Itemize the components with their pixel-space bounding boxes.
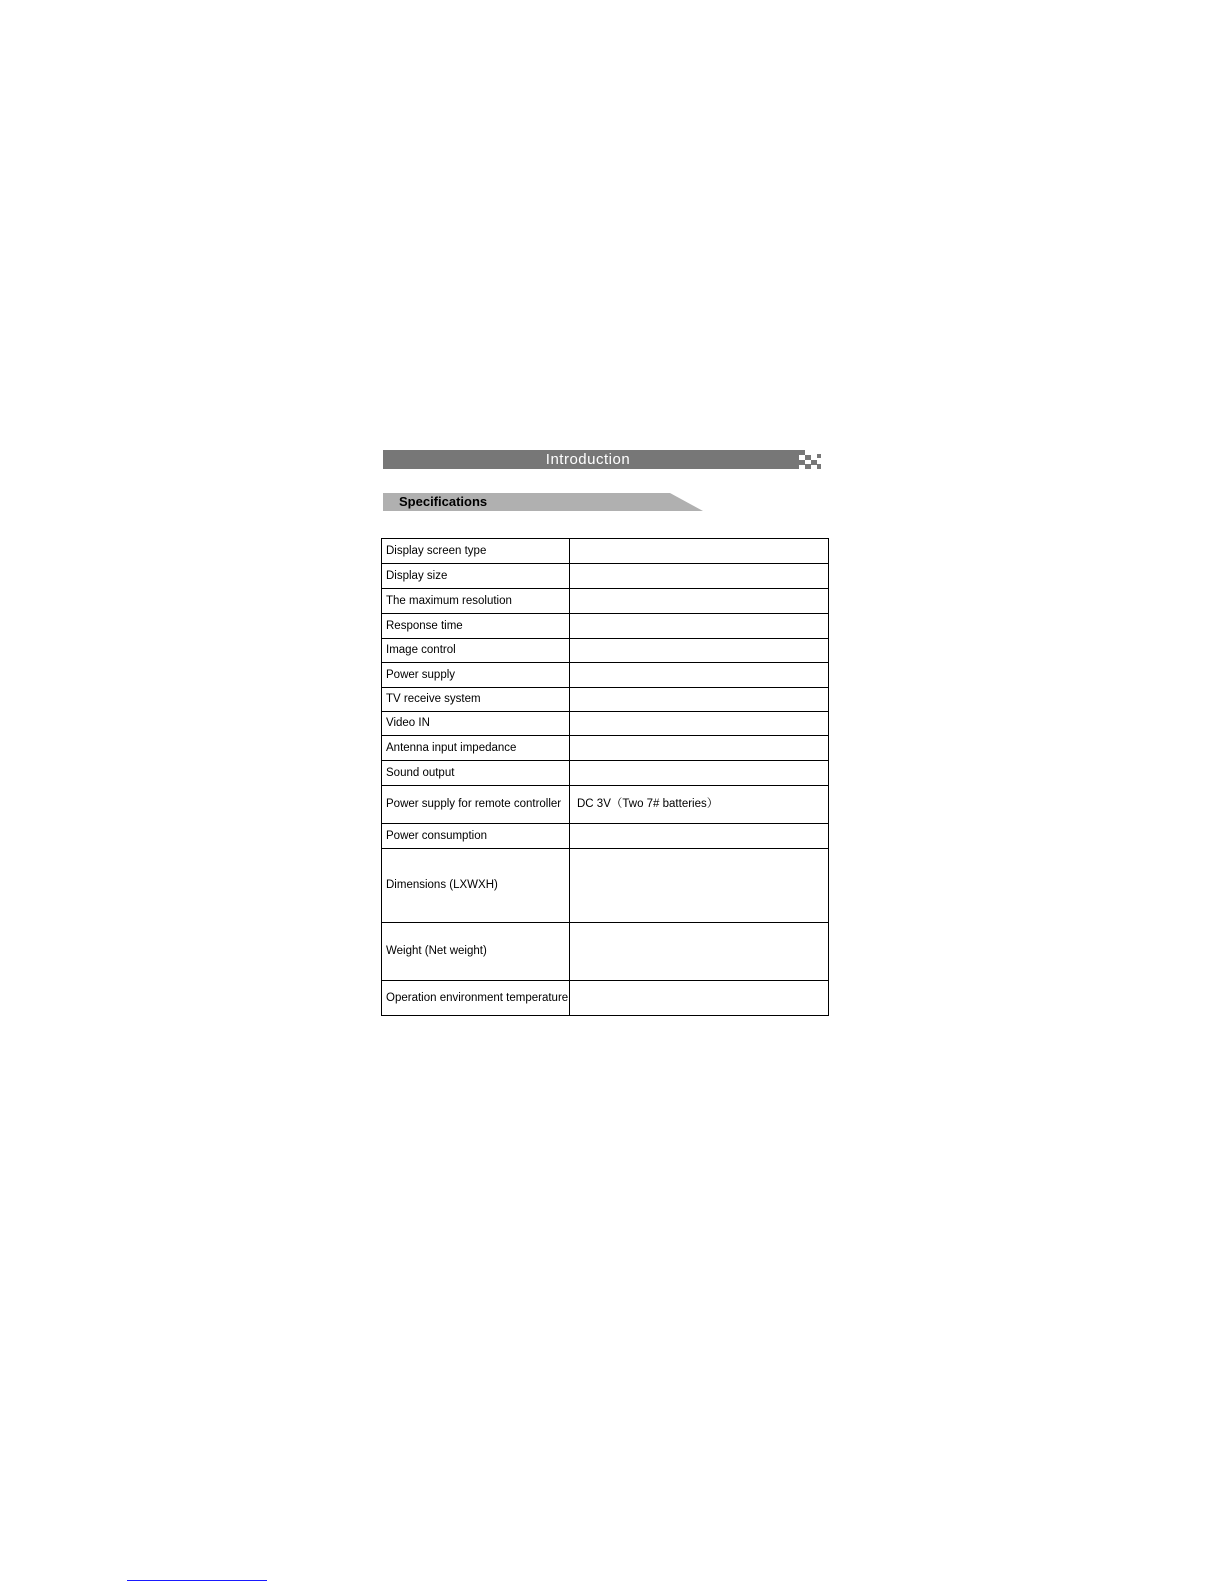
spec-row bbox=[382, 786, 829, 824]
specifications-table bbox=[381, 538, 829, 1016]
spec-row bbox=[382, 539, 829, 564]
spec-value bbox=[570, 981, 829, 1016]
spec-row bbox=[382, 589, 829, 614]
spec-label: Display screen type bbox=[382, 539, 570, 564]
spec-row bbox=[382, 849, 829, 923]
spec-label: Image control bbox=[382, 639, 570, 663]
spec-row bbox=[382, 712, 829, 736]
spec-label: The maximum resolution bbox=[382, 589, 570, 614]
spec-value bbox=[570, 688, 829, 712]
spec-label: Antenna input impedance bbox=[382, 736, 570, 761]
spec-row bbox=[382, 614, 829, 639]
spec-row bbox=[382, 824, 829, 849]
introduction-header-bar bbox=[383, 450, 793, 469]
spec-value bbox=[570, 849, 829, 923]
spec-label: TV receive system bbox=[382, 688, 570, 712]
spec-value bbox=[570, 589, 829, 614]
spec-row bbox=[382, 923, 829, 981]
footnote-rule bbox=[127, 1580, 267, 1581]
spec-label: Weight (Net weight) bbox=[382, 923, 570, 981]
spec-label: Power supply for remote controller bbox=[382, 786, 570, 824]
spec-value bbox=[570, 712, 829, 736]
introduction-title: Introduction bbox=[545, 451, 631, 468]
spec-value bbox=[570, 614, 829, 639]
spec-label: Power supply bbox=[382, 663, 570, 688]
spec-row bbox=[382, 639, 829, 663]
spec-row bbox=[382, 761, 829, 786]
spec-value: DC 3V（Two 7# batteries） bbox=[570, 786, 829, 824]
spec-value bbox=[570, 639, 829, 663]
spec-row bbox=[382, 688, 829, 712]
spec-label: Display size bbox=[382, 564, 570, 589]
spec-value bbox=[570, 761, 829, 786]
spec-row bbox=[382, 736, 829, 761]
spec-value bbox=[570, 736, 829, 761]
spec-label: Video IN bbox=[382, 712, 570, 736]
spec-value bbox=[570, 539, 829, 564]
spec-label: Response time bbox=[382, 614, 570, 639]
spec-label: Operation environment temperature bbox=[382, 981, 570, 1016]
spec-value bbox=[570, 824, 829, 849]
spec-label: Power consumption bbox=[382, 824, 570, 849]
spec-row bbox=[382, 663, 829, 688]
spec-row bbox=[382, 564, 829, 589]
spec-label: Sound output bbox=[382, 761, 570, 786]
spec-value bbox=[570, 663, 829, 688]
section-title: Specifications bbox=[399, 494, 488, 509]
spec-label: Dimensions (LXWXH) bbox=[382, 849, 570, 923]
spec-value bbox=[570, 923, 829, 981]
spec-value bbox=[570, 564, 829, 589]
spec-row bbox=[382, 981, 829, 1016]
checker-pattern-icon bbox=[793, 450, 823, 469]
